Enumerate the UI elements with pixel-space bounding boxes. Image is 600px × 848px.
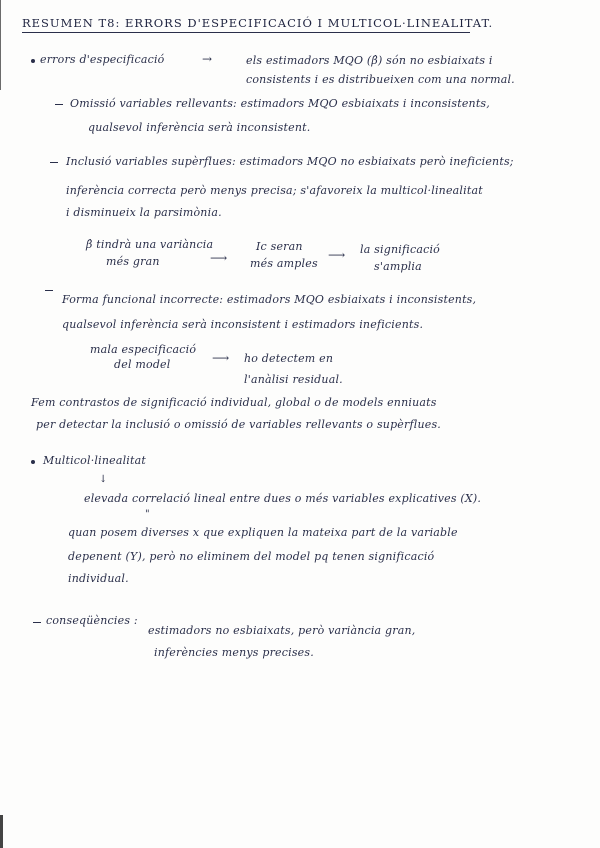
chain1-b1: Ic seran — [256, 240, 303, 253]
inclusio-line1: Inclusió variables supèrflues: estimadors MQO no esbiaixats però ineficients; — [66, 155, 514, 168]
forma-line1: Forma funcional incorrecte: estimadors MQO esbiaixats i inconsistents, — [62, 293, 477, 306]
arrow-icon: ⟶ — [328, 248, 346, 262]
contrastos-line2: per detectar la inclusió o omissió de variables rellevants o supèrflues. — [36, 418, 442, 431]
dash-marker — [33, 622, 41, 623]
arrow-icon: → — [202, 52, 213, 66]
bullet-dot — [31, 460, 35, 464]
multi-line4: individual. — [68, 572, 129, 585]
errors-line1: els estimadors MQO (β̂) són no esbiaixats i — [246, 54, 493, 67]
page-title: RESUMEN T8: ERRORS D'ESPECIFICACIÓ I MULTICOL·LINEALITAT. — [22, 16, 494, 30]
chain2-a2: del model — [114, 358, 171, 371]
page-edge-bottom — [0, 815, 3, 848]
dash-marker — [55, 104, 63, 105]
chain1-a2: més gran — [106, 255, 160, 268]
consequencies-line1: estimadors no esbiaixats, però variància gran, — [148, 624, 416, 637]
consequencies-label: conseqüències : — [46, 614, 138, 627]
contrastos-line1: Fem contrastos de significació individual, global o de models enniuats — [31, 396, 437, 409]
multi-line2: quan posem diverses x que expliquen la mateixa part de la variable — [68, 526, 458, 539]
dash-marker — [50, 162, 58, 163]
chain2-a1: mala especificació — [90, 343, 197, 356]
consequencies-line2: inferències menys precises. — [154, 646, 314, 659]
chain1-c2: s'amplia — [374, 260, 422, 273]
title-underline — [22, 32, 470, 33]
multi-line3: depenent (Y), però no eliminem del model pq tenen significació — [68, 550, 435, 563]
chain2-b2: l'anàlisi residual. — [244, 373, 343, 386]
omissio-line1: Omissió variables rellevants: estimadors MQO esbiaixats i inconsistents, — [70, 97, 490, 110]
multi-quote: " — [145, 509, 150, 520]
chain1-b2: més amples — [250, 257, 318, 270]
errors-label: errors d'especificació — [40, 53, 165, 66]
dash-marker — [45, 290, 53, 291]
chain1-c1: la significació — [360, 243, 440, 256]
chain2-b1: ho detectem en — [244, 352, 334, 365]
arrow-icon: ⟶ — [212, 351, 230, 365]
down-arrow-icon: ↓ — [99, 474, 108, 485]
multi-label: Multicol·linealitat — [43, 454, 147, 467]
multi-line1: elevada correlació lineal entre dues o més variables explicatives (X). — [84, 492, 482, 505]
bullet-dot — [31, 59, 35, 63]
inclusio-line2: inferència correcta però menys precisa; s'afavoreix la multicol·linealitat — [66, 184, 483, 197]
page-edge-top — [0, 0, 1, 90]
arrow-icon: ⟶ — [210, 251, 228, 265]
omissio-line2: qualsevol inferència serà inconsistent. — [88, 121, 311, 134]
inclusio-line3: i disminueix la parsimònia. — [66, 206, 222, 219]
errors-line2: consistents i es distribueixen com una normal. — [246, 73, 515, 86]
chain1-a1: β̂ tindrà una variància — [86, 238, 214, 251]
forma-line2: qualsevol inferència serà inconsistent i estimadors ineficients. — [62, 318, 424, 331]
